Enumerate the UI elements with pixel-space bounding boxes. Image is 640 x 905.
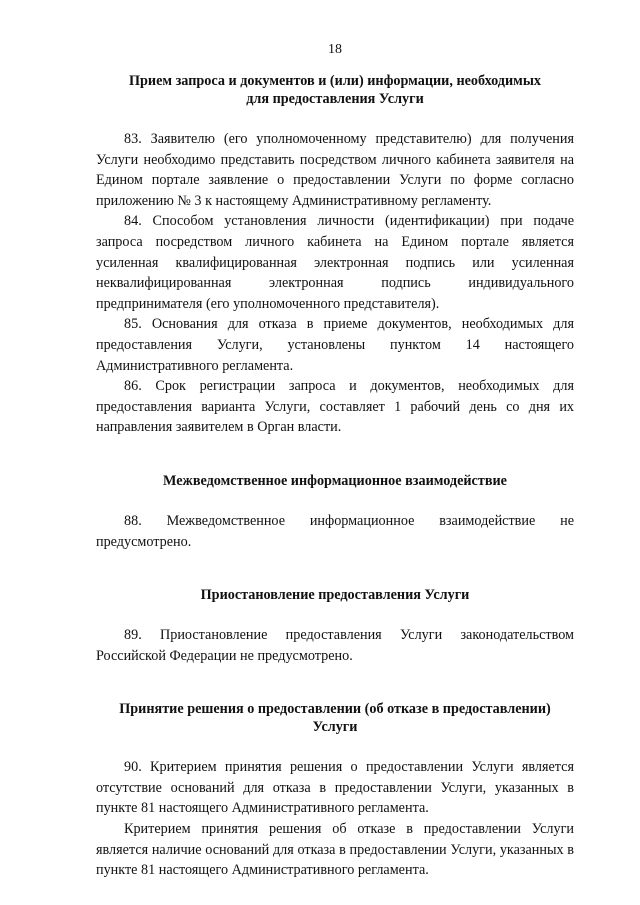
- paragraph-90: 90. Критерием принятия решения о предоставлении Услуги является отсутствие оснований для отказа в предоставлении Услуги, указанных в пункте 81 настоящего Административного регламента.: [96, 759, 574, 817]
- paragraph-88: 88. Межведомственное информационное взаимодействие не предусмотрено.: [96, 512, 574, 550]
- section-decision: [96, 700, 574, 881]
- paragraph-89: 89. Приостановление предоставления Услуги законодательством Российской Федерации не предусмотрено.: [96, 627, 574, 664]
- document-page: [96, 42, 574, 881]
- heading-line: Межведомственное информационное взаимодействие: [163, 472, 507, 489]
- section-intake: [96, 72, 574, 438]
- section-suspension: [96, 586, 574, 666]
- heading-line: для предоставления Услуги: [246, 91, 424, 107]
- paragraph-84: 84. Способом установления личности (идентификации) при подаче запроса посредством личного кабинета на Едином портале является усиленная квалифицированная электронная подпись или усиленная неквалифицированная электронная подпись индивидуального предпринимателя (его уполномоченного представителя).: [96, 213, 574, 312]
- paragraph-85: 85. Основания для отказа в приеме документов, необходимых для предоставления Услуги, установлены пунктом 14 настоящего Административного регламента.: [96, 316, 574, 374]
- section-interagency: [96, 472, 574, 552]
- section-heading: [96, 586, 574, 604]
- heading-line: Принятие решения о предоставлении (об отказе в предоставлении): [119, 701, 551, 718]
- heading-line: Прием запроса и документов и (или) информации, необходимых: [128, 73, 541, 89]
- page-number: 18: [328, 42, 342, 57]
- section-heading: [96, 472, 574, 490]
- paragraph-83: 83. Заявителю (его уполномоченному представителю) для получения Услуги необходимо представить посредством личного кабинета заявителя на Едином портале заявление о предоставлении Услуги по форме согласно приложению № 3 к настоящему Административному регламенту.: [96, 131, 574, 209]
- section-heading: [96, 72, 574, 108]
- paragraph-90-refusal: Критерием принятия решения об отказе в предоставлении Услуги является наличие оснований для отказа в предоставлении Услуги, указанных в пункте 81 настоящего Административного регламента.: [96, 821, 574, 879]
- section-heading: [96, 700, 574, 736]
- paragraph-86: 86. Срок регистрации запроса и документов, необходимых для предоставления варианта Услуги, составляет 1 рабочий день со дня их направления заявителем в Орган власти.: [96, 378, 574, 436]
- heading-line: Приостановление предоставления Услуги: [200, 587, 470, 604]
- heading-line: Услуги: [312, 719, 358, 736]
